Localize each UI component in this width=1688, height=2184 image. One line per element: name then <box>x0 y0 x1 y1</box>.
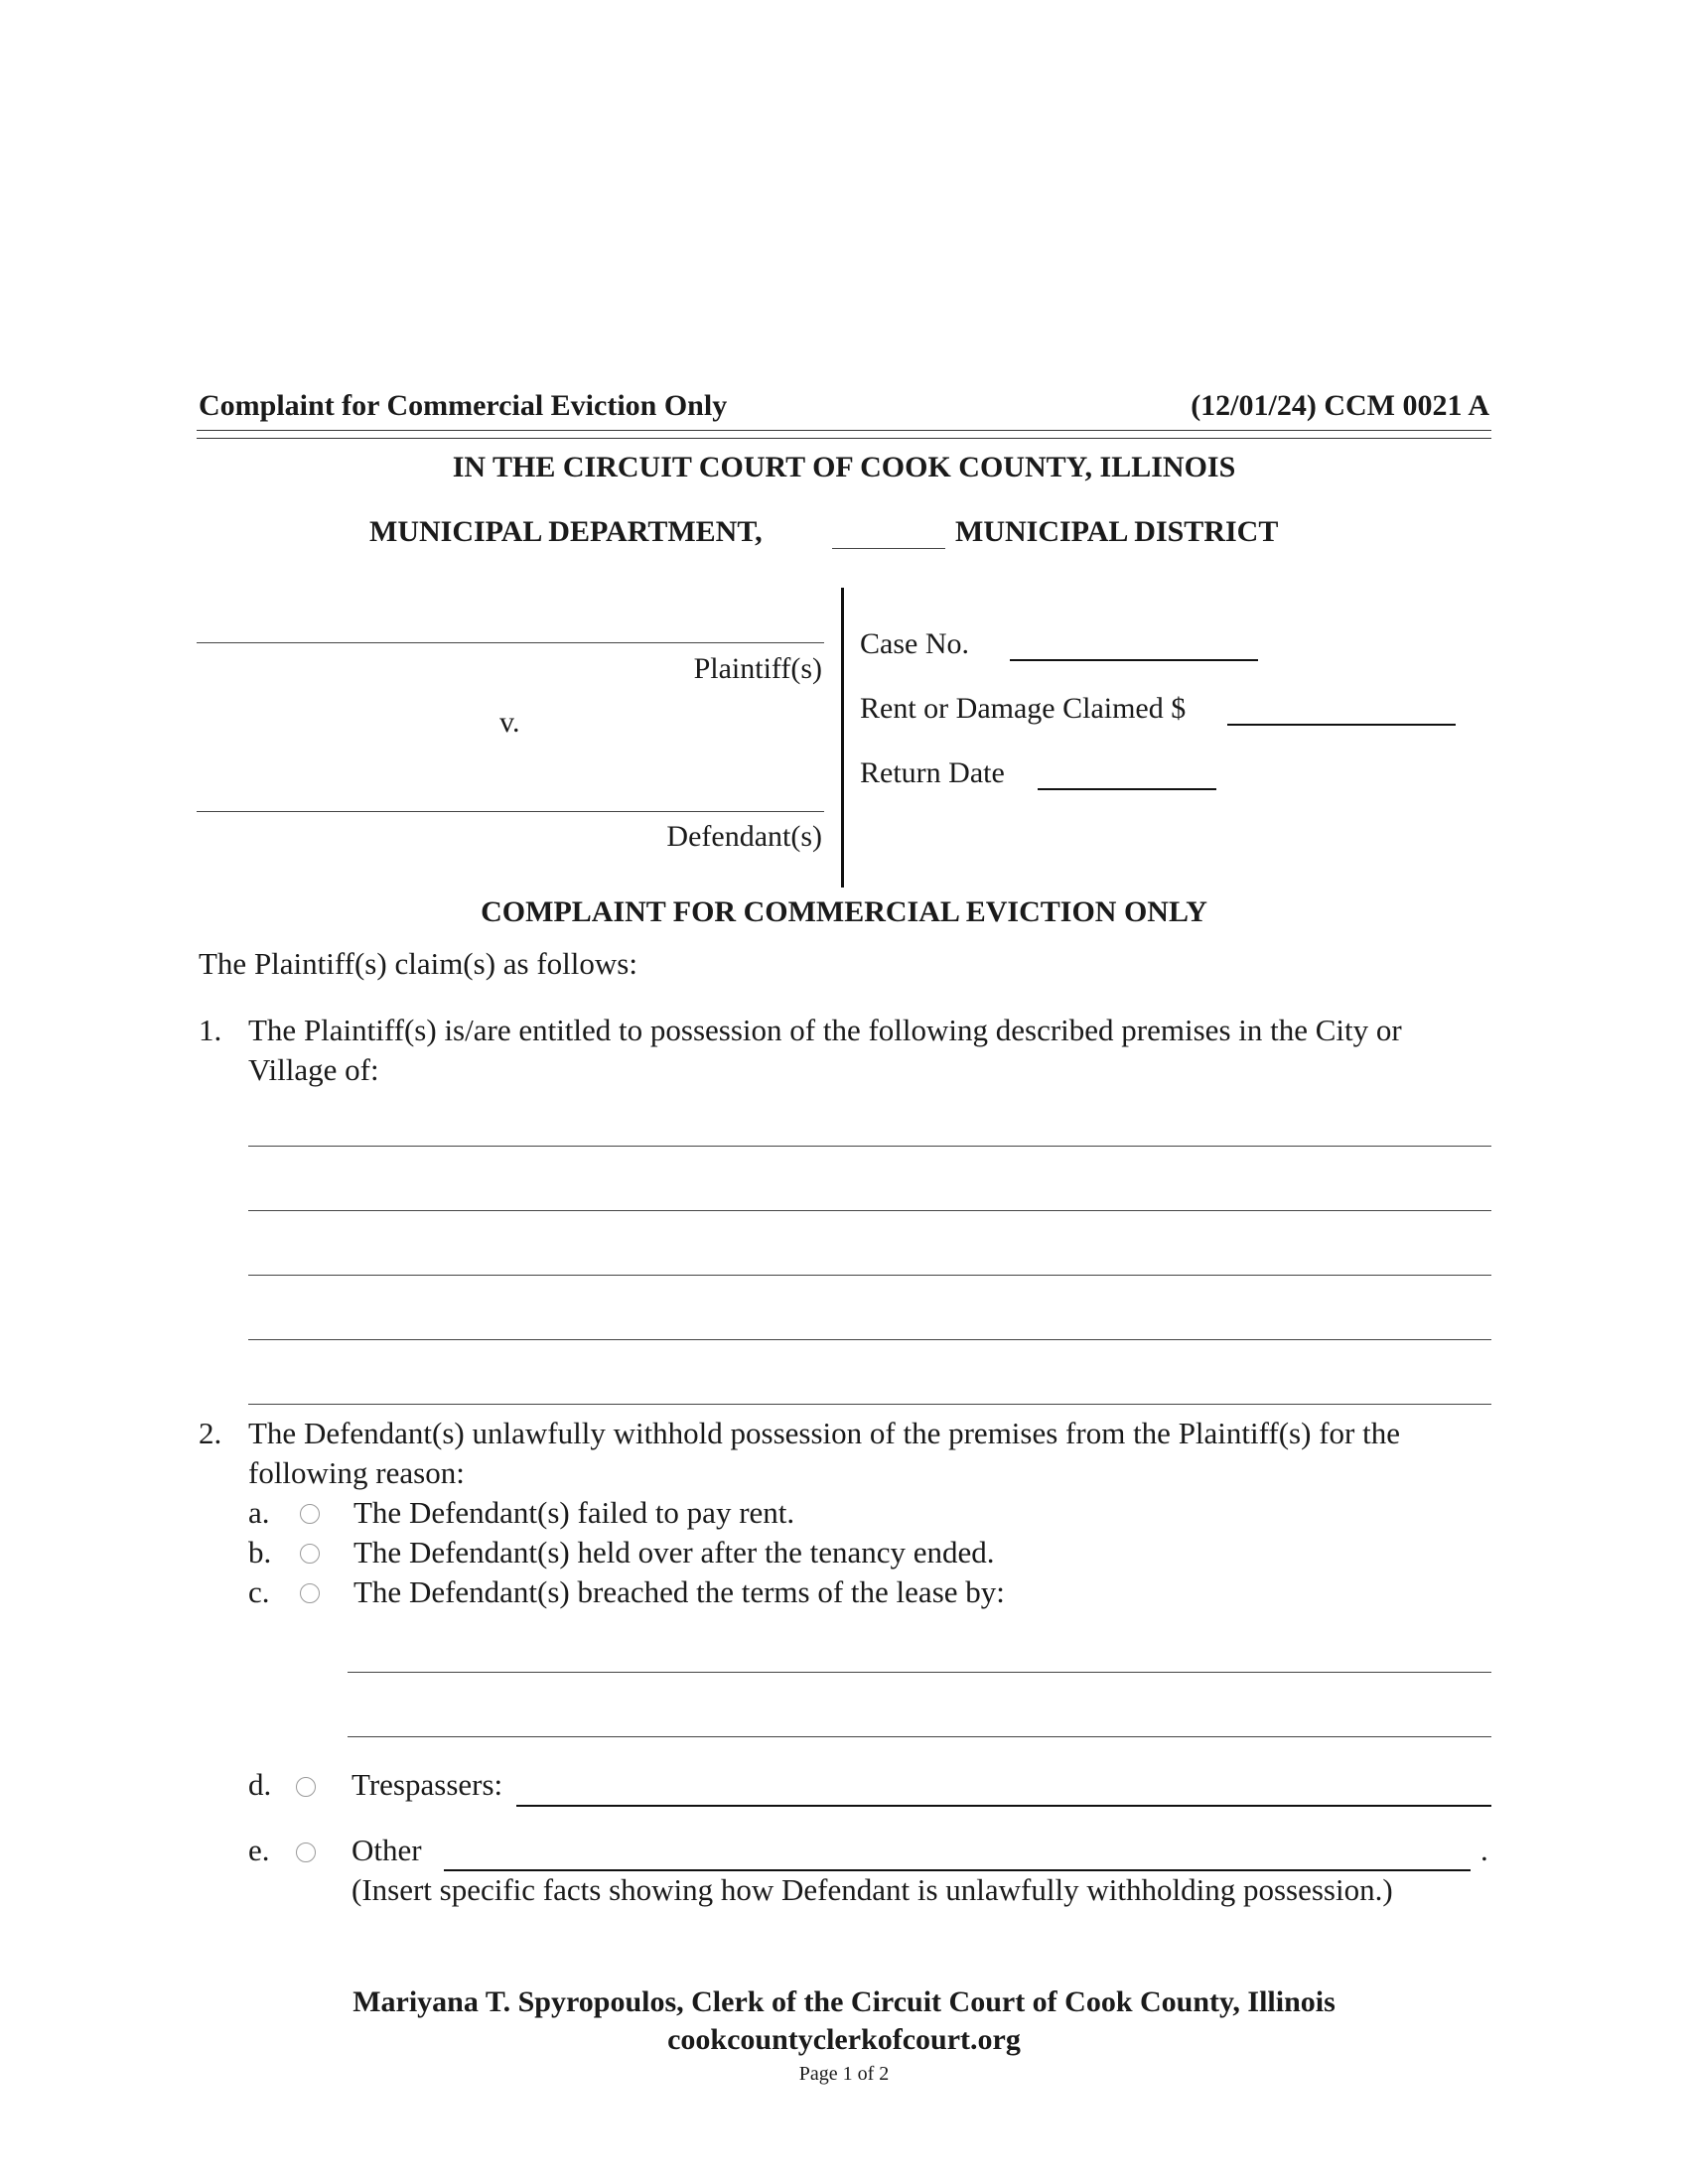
district-number-field[interactable] <box>832 548 945 549</box>
plaintiff-name-field[interactable] <box>197 642 824 643</box>
option-e-text: Other <box>352 1833 422 1867</box>
breach-line-2[interactable] <box>348 1736 1491 1737</box>
case-no-label: Case No. <box>860 627 969 660</box>
defendant-label: Defendant(s) <box>666 820 822 853</box>
footer-clerk: Mariyana T. Spyropoulos, Clerk of the Circuit Court of Cook County, Illinois <box>352 1985 1336 2018</box>
premises-line-1[interactable] <box>248 1146 1491 1147</box>
header-rule-bottom <box>197 438 1491 439</box>
option-c-letter: c. <box>248 1574 270 1609</box>
header-rule-top <box>197 430 1491 431</box>
item2-number: 2. <box>199 1416 222 1450</box>
plaintiff-label: Plaintiff(s) <box>693 652 822 685</box>
rent-claimed-label: Rent or Damage Claimed $ <box>860 692 1187 725</box>
option-c-radio[interactable] <box>300 1583 320 1603</box>
other-field[interactable] <box>444 1869 1471 1871</box>
municipal-district: MUNICIPAL DISTRICT <box>955 515 1279 548</box>
caption-divider <box>841 588 844 887</box>
option-a-text: The Defendant(s) failed to pay rent. <box>353 1495 795 1530</box>
footer-website[interactable]: cookcountyclerkofcourt.org <box>667 2023 1021 2056</box>
municipal-department: MUNICIPAL DEPARTMENT, <box>369 515 763 548</box>
item1-number: 1. <box>199 1013 222 1047</box>
court-name: IN THE CIRCUIT COURT OF COOK COUNTY, ILLINOIS <box>452 451 1236 483</box>
option-a-letter: a. <box>248 1495 270 1530</box>
premises-line-4[interactable] <box>248 1339 1491 1340</box>
case-no-field[interactable] <box>1010 659 1258 661</box>
defendant-name-field[interactable] <box>197 811 824 812</box>
item2-text-line1: The Defendant(s) unlawfully withhold possession of the premises from the Plaintiff(s) for the <box>248 1416 1400 1450</box>
complaint-intro: The Plaintiff(s) claim(s) as follows: <box>199 946 637 981</box>
page-number: Page 1 of 2 <box>798 2063 890 2085</box>
item1-text-line2: Village of: <box>248 1052 379 1087</box>
option-e-radio[interactable] <box>296 1843 316 1862</box>
premises-line-5[interactable] <box>248 1404 1491 1405</box>
option-d-text: Trespassers: <box>352 1767 503 1802</box>
instruction-text: (Insert specific facts showing how Defendant is unlawfully withholding possession.) <box>352 1872 1393 1907</box>
option-e-letter: e. <box>248 1833 270 1867</box>
premises-line-3[interactable] <box>248 1275 1491 1276</box>
option-a-radio[interactable] <box>300 1504 320 1524</box>
option-b-letter: b. <box>248 1535 272 1570</box>
form-title: Complaint for Commercial Eviction Only <box>199 389 728 422</box>
trespassers-field[interactable] <box>516 1805 1491 1807</box>
complaint-title: COMPLAINT FOR COMMERCIAL EVICTION ONLY <box>481 895 1207 928</box>
rent-claimed-field[interactable] <box>1227 724 1456 726</box>
option-b-text: The Defendant(s) held over after the tenancy ended. <box>353 1535 995 1570</box>
option-d-radio[interactable] <box>296 1777 316 1797</box>
option-b-radio[interactable] <box>300 1544 320 1564</box>
return-date-field[interactable] <box>1038 788 1216 790</box>
breach-line-1[interactable] <box>348 1672 1491 1673</box>
option-d-letter: d. <box>248 1767 272 1802</box>
return-date-label: Return Date <box>860 756 1005 789</box>
form-code: (12/01/24) CCM 0021 A <box>1191 389 1489 422</box>
option-c-text: The Defendant(s) breached the terms of the lease by: <box>353 1574 1005 1609</box>
item1-text-line1: The Plaintiff(s) is/are entitled to possession of the following described premises in the City or <box>248 1013 1402 1047</box>
other-period: . <box>1480 1833 1488 1867</box>
premises-line-2[interactable] <box>248 1210 1491 1211</box>
item2-text-line2: following reason: <box>248 1455 465 1490</box>
versus-label: v. <box>499 706 520 739</box>
